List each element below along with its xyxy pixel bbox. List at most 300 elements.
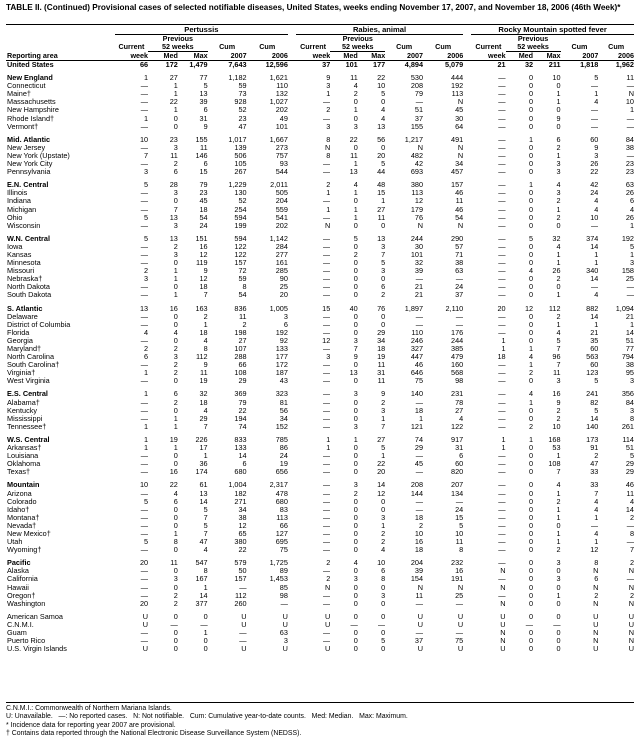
table-cell: U	[457, 645, 464, 654]
table-cell: 1	[381, 197, 386, 206]
reporting-area: New England	[7, 74, 53, 83]
table-cell: 127	[275, 529, 288, 538]
table-cell: 2	[242, 320, 247, 329]
table-cell: N	[457, 221, 464, 230]
table-cell: —	[498, 234, 506, 243]
reporting-area: Arkansas†	[7, 444, 42, 453]
table-cell: 12	[414, 197, 424, 206]
table-cell: —	[455, 599, 464, 608]
table-cell: 155	[410, 122, 424, 131]
table-cell: 7	[556, 468, 561, 477]
table-cell: —	[140, 98, 149, 107]
table-cell: —	[322, 259, 331, 268]
table-cell: 3	[326, 353, 331, 362]
table-cell: 14	[590, 312, 599, 321]
table-cell: 54	[455, 213, 464, 222]
table-cell: —	[498, 468, 506, 477]
table-cell: 4	[353, 82, 358, 91]
column-spacer	[463, 436, 471, 444]
table-cell: —	[140, 259, 149, 268]
table-row	[6, 514, 634, 522]
table-cell: 2	[594, 452, 599, 461]
table-cell: 5	[144, 497, 149, 506]
table-cell: —	[498, 529, 506, 538]
table-row	[6, 189, 634, 197]
table-cell: 0	[529, 521, 534, 530]
column-spacer	[288, 283, 296, 291]
table-cell: N	[628, 90, 634, 99]
table-cell: 385	[451, 345, 464, 353]
column-spacer	[463, 115, 471, 123]
table-cell: 112	[548, 304, 561, 313]
table-cell: 173	[586, 435, 599, 444]
table-cell: 3	[556, 377, 561, 386]
table-cell: —	[322, 291, 331, 300]
column-spacer	[463, 522, 471, 530]
table-cell: 0	[529, 629, 534, 637]
table-cell: 0	[353, 468, 358, 477]
reporting-area-label: Reporting area	[6, 52, 115, 61]
table-cell: 32	[414, 259, 424, 268]
previous-label: Previous	[517, 34, 549, 43]
table-cell: 288	[234, 353, 247, 362]
table-cell: 695	[275, 538, 288, 547]
table-cell: 0	[529, 291, 534, 300]
column-spacer	[463, 305, 471, 313]
table-cell: 261	[621, 422, 634, 431]
reporting-area: Colorado	[7, 497, 37, 506]
max-label: Max	[178, 52, 208, 61]
table-cell: —	[498, 168, 506, 177]
table-cell: 559	[275, 205, 288, 214]
table-cell: —	[140, 567, 149, 576]
column-spacer	[288, 168, 296, 176]
table-cell: 271	[234, 497, 247, 506]
table-cell: 1	[556, 538, 561, 547]
table-cell: 0	[556, 283, 561, 292]
column-spacer	[463, 168, 471, 176]
table-cell: 4	[203, 406, 208, 415]
table-cell: 2	[326, 106, 331, 115]
table-cell: —	[322, 275, 331, 284]
table-cell: 16	[414, 538, 424, 547]
table-cell: 66	[139, 60, 149, 69]
table-cell: 0	[173, 460, 178, 469]
table-cell: —	[498, 497, 506, 506]
table-cell: 1	[144, 422, 149, 431]
table-cell: 505	[275, 189, 288, 198]
year-label: 2007	[561, 52, 599, 61]
table-cell: 0	[529, 197, 534, 206]
table-row	[6, 152, 634, 160]
table-cell: 356	[621, 390, 634, 399]
table-cell: 0	[353, 414, 358, 423]
table-cell: 0	[529, 320, 534, 329]
table-cell: 0	[529, 637, 534, 646]
column-spacer	[463, 275, 471, 283]
table-cell: 77	[625, 345, 634, 353]
table-cell: 208	[410, 481, 424, 490]
column-spacer	[463, 498, 471, 506]
disease-table	[6, 25, 634, 653]
table-cell: 44	[377, 168, 386, 177]
table-cell: 4,894	[404, 60, 424, 69]
table-cell: 1	[556, 250, 561, 259]
column-spacer	[463, 567, 471, 575]
table-cell: 3	[353, 336, 358, 345]
table-cell: 25	[455, 591, 464, 600]
table-cell: —	[498, 82, 506, 91]
reporting-area: C.N.M.I.	[7, 620, 34, 629]
table-cell: —	[322, 283, 331, 292]
table-cell: 0	[353, 98, 358, 107]
table-cell: 3	[381, 591, 386, 600]
table-cell: 6	[203, 106, 208, 115]
table-cell: 132	[275, 90, 288, 99]
table-cell: 25	[279, 283, 288, 292]
table-cell: U	[142, 620, 149, 629]
reporting-area: New Jersey	[7, 143, 46, 152]
table-row	[6, 498, 634, 506]
table-cell: 50	[238, 567, 247, 576]
table-cell: 4	[459, 414, 464, 423]
column-spacer	[463, 329, 471, 337]
table-row	[6, 115, 634, 123]
table-cell: 1	[629, 106, 634, 115]
table-cell: —	[322, 213, 331, 222]
reporting-area: Illinois	[7, 189, 28, 198]
table-cell: N	[593, 583, 599, 592]
table-cell: —	[322, 468, 331, 477]
table-cell: 1,818	[580, 60, 599, 69]
table-cell: 110	[411, 328, 424, 337]
table-cell: 2	[203, 312, 208, 321]
table-cell: —	[498, 189, 506, 198]
table-cell: 10	[552, 74, 561, 83]
table-cell: 0	[529, 599, 534, 608]
table-cell: 11	[200, 369, 208, 378]
table-cell: 13	[199, 489, 208, 498]
table-cell: 20	[497, 304, 506, 313]
table-cell: —	[498, 275, 506, 284]
table-cell: 22	[169, 481, 178, 490]
table-cell: N	[457, 98, 464, 107]
table-cell: 0	[529, 114, 534, 123]
column-spacer	[288, 415, 296, 423]
table-row	[6, 600, 634, 608]
table-cell: 47	[590, 460, 599, 469]
table-cell: 0	[529, 468, 534, 477]
table-cell: 75	[279, 546, 288, 555]
table-cell: 7	[381, 250, 386, 259]
table-cell: —	[322, 422, 331, 431]
table-cell: 112	[234, 591, 247, 600]
table-cell: 139	[234, 143, 247, 152]
column-spacer	[288, 637, 296, 645]
table-cell: 177	[275, 353, 288, 362]
table-cell: 23	[625, 168, 634, 177]
table-cell: 5	[594, 406, 599, 415]
table-cell: 60	[455, 460, 464, 469]
year-label: 2006	[598, 52, 634, 61]
table-cell: 8	[242, 283, 247, 292]
table-cell: —	[591, 521, 599, 530]
table-cell: 0	[203, 645, 208, 654]
table-cell: —	[377, 620, 386, 629]
table-cell: 2	[353, 489, 358, 498]
table-cell: 0	[173, 377, 178, 386]
table-cell: —	[498, 460, 506, 469]
table-cell: 59	[238, 275, 247, 284]
table-cell: 0	[353, 505, 358, 514]
table-cell: 0	[203, 612, 208, 621]
table-cell: 42	[414, 160, 424, 169]
table-cell: 4	[594, 497, 599, 506]
table-cell: 101	[345, 60, 358, 69]
table-cell: 0	[353, 645, 358, 654]
table-cell: 3	[556, 160, 561, 169]
column-spacer	[288, 189, 296, 197]
year-label: 2006	[247, 52, 288, 61]
table-cell: 1	[529, 181, 534, 190]
table-cell: —	[498, 267, 506, 276]
table-cell: —	[591, 221, 599, 230]
table-cell: 194	[234, 414, 247, 423]
column-spacer	[463, 152, 471, 160]
table-cell: —	[239, 583, 247, 592]
table-cell: 12	[199, 250, 208, 259]
table-cell: 478	[275, 489, 288, 498]
previous-label: Previous	[162, 34, 194, 43]
column-spacer	[463, 629, 471, 637]
table-cell: 1,667	[269, 135, 288, 144]
table-cell: 0	[353, 259, 358, 268]
table-cell: 89	[279, 567, 288, 576]
table-cell: —	[415, 497, 424, 506]
column-spacer	[463, 645, 471, 653]
table-cell: N	[500, 599, 506, 608]
table-row	[6, 106, 634, 114]
table-cell: 24	[455, 283, 464, 292]
table-cell: 1	[144, 74, 149, 83]
table-cell: 12,596	[265, 60, 288, 69]
table-cell: 133	[275, 345, 288, 353]
table-cell: 130	[234, 189, 247, 198]
table-cell: 1	[144, 369, 149, 378]
table-cell: 4	[629, 205, 634, 214]
column-spacer	[463, 377, 471, 385]
table-cell: 4	[556, 481, 561, 490]
table-cell: 18	[497, 353, 506, 362]
table-cell: —	[322, 513, 331, 522]
table-cell: 290	[451, 234, 464, 243]
column-spacer	[288, 498, 296, 506]
table-cell: 1,182	[228, 74, 247, 83]
table-cell: 0	[353, 591, 358, 600]
table-cell: 0	[529, 513, 534, 522]
table-cell: —	[498, 481, 506, 490]
table-cell: 66	[279, 521, 288, 530]
table-cell: 163	[195, 304, 208, 313]
table-cell: 6	[173, 390, 178, 399]
table-cell: 119	[195, 259, 208, 268]
table-cell: 0	[529, 567, 534, 576]
table-cell: 6	[173, 497, 178, 506]
reporting-area: Wyoming†	[7, 546, 42, 555]
column-spacer	[288, 481, 296, 489]
column-spacer	[463, 251, 471, 259]
table-cell: —	[498, 377, 506, 386]
table-row	[6, 98, 634, 106]
table-row	[6, 283, 634, 291]
table-cell: 7	[353, 345, 358, 353]
table-cell: 0	[173, 283, 178, 292]
reporting-area: Mountain	[7, 481, 40, 490]
table-row	[6, 305, 634, 313]
table-cell: 1	[556, 489, 561, 498]
table-cell: 0	[173, 197, 178, 206]
table-cell: 208	[410, 82, 424, 91]
table-cell: 31	[199, 114, 208, 123]
table-cell: 34	[377, 336, 386, 345]
table-cell: 22	[238, 546, 247, 555]
table-cell: 123	[586, 369, 599, 378]
reporting-area: Kentucky	[7, 406, 38, 415]
table-cell: 85	[279, 583, 288, 592]
table-row	[6, 61, 634, 70]
table-cell: 0	[529, 151, 534, 160]
table-cell: 1	[326, 90, 331, 99]
table-cell: 146	[195, 151, 208, 160]
table-cell: 1	[529, 398, 534, 407]
table-cell: 140	[410, 390, 424, 399]
table-cell: 1	[556, 205, 561, 214]
table-cell: 10	[625, 98, 634, 107]
table-cell: 1	[594, 320, 599, 329]
table-cell: 1	[556, 90, 561, 99]
table-cell: 92	[279, 336, 288, 345]
table-cell: 9	[381, 390, 386, 399]
table-cell: 0	[529, 575, 534, 584]
table-cell: 5	[144, 213, 149, 222]
table-cell: 0	[529, 481, 534, 490]
table-cell: 72	[238, 267, 247, 276]
table-cell: 693	[410, 168, 424, 177]
table-cell: 2	[144, 345, 149, 353]
reporting-area: Ohio	[7, 213, 23, 222]
table-cell: —	[455, 497, 464, 506]
table-cell: 794	[621, 353, 634, 362]
table-cell: —	[498, 259, 506, 268]
table-cell: 3	[283, 312, 288, 321]
table-cell: —	[140, 583, 149, 592]
table-cell: 1	[173, 414, 178, 423]
table-cell: 0	[529, 122, 534, 131]
table-row	[6, 168, 634, 176]
table-cell: 2	[326, 181, 331, 190]
table-cell: 1	[594, 513, 599, 522]
table-cell: —	[322, 546, 331, 555]
table-row	[6, 144, 634, 152]
column-spacer	[463, 235, 471, 243]
table-cell: 26	[552, 267, 561, 276]
table-cell: 1	[501, 345, 506, 353]
table-cell: 0	[173, 567, 178, 576]
table-cell: —	[415, 312, 424, 321]
table-cell: 7,643	[228, 60, 247, 69]
table-cell: 4	[381, 546, 386, 555]
current-label: Current	[300, 43, 327, 52]
column-spacer	[288, 222, 296, 230]
table-cell: U	[500, 612, 506, 621]
table-cell: 1	[173, 529, 178, 538]
footnote: † Contains data reported through the National Electronic Disease Surveillance System (NEDSS).	[6, 729, 302, 737]
table-cell: 10	[590, 213, 599, 222]
column-spacer	[463, 353, 471, 361]
table-cell: U	[324, 612, 331, 621]
reporting-area: Arizona	[7, 489, 32, 498]
table-cell: 18	[377, 345, 386, 353]
table-cell: 11	[626, 489, 634, 498]
table-cell: 10	[377, 559, 386, 568]
table-cell: 54	[238, 291, 247, 300]
footnote: C.N.M.I.: Commonwealth of Northern Mariana Islands.	[6, 705, 172, 712]
column-spacer	[288, 584, 296, 592]
table-cell: 0	[556, 612, 561, 621]
table-cell: 1	[173, 82, 178, 91]
table-cell: 18	[199, 328, 208, 337]
table-cell: 86	[279, 444, 288, 453]
table-cell: 0	[529, 143, 534, 152]
table-cell: 0	[173, 645, 178, 654]
column-spacer	[463, 584, 471, 592]
table-cell: —	[322, 328, 331, 337]
table-cell: 1	[629, 221, 634, 230]
table-cell: 0	[381, 497, 386, 506]
table-cell: 11	[200, 143, 208, 152]
table-cell: 1	[203, 320, 208, 329]
table-cell: 1	[556, 98, 561, 107]
table-cell: 2	[556, 197, 561, 206]
column-spacer	[288, 645, 296, 653]
reporting-area: Maryland†	[7, 345, 42, 353]
table-cell: N	[628, 599, 634, 608]
table-cell: 63	[625, 181, 634, 190]
column-spacer	[463, 61, 471, 70]
table-cell: 646	[410, 369, 424, 378]
table-cell: —	[498, 291, 506, 300]
table-cell: 77	[199, 74, 208, 83]
table-cell: —	[415, 629, 424, 637]
table-cell: 0	[381, 221, 386, 230]
table-cell: 54	[199, 213, 208, 222]
table-cell: U	[417, 645, 424, 654]
table-cell: 161	[275, 259, 288, 268]
table-cell: 22	[590, 168, 599, 177]
table-row	[6, 267, 634, 275]
reporting-area: Nebraska†	[7, 275, 43, 284]
table-cell: 1,897	[404, 304, 424, 313]
column-spacer	[288, 600, 296, 608]
table-cell: —	[626, 291, 634, 300]
table-cell: 160	[451, 361, 464, 370]
table-cell: 5	[144, 538, 149, 547]
table-cell: 1,479	[189, 60, 208, 69]
week-label: week	[471, 52, 505, 61]
table-cell: 2	[173, 361, 178, 370]
table-cell: 277	[275, 250, 288, 259]
table-cell: 2	[629, 559, 634, 568]
